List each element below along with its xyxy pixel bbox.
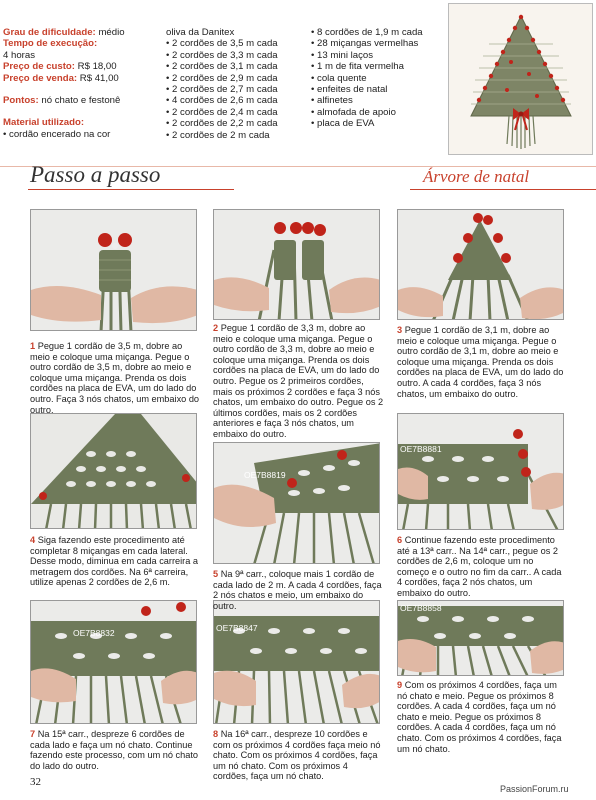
banner-rule-left [28, 189, 234, 190]
photo-code: OE7B8819 [244, 470, 286, 480]
step-number: 3 [397, 325, 403, 335]
step-caption [30, 341, 200, 415]
step-text: Na 15ª carr., despreze 6 cordões de cada lado e faça um nó chato. Continue fazendo este processo, com um nó chato do lado do outro. [30, 729, 199, 771]
time-value: 4 horas [3, 49, 35, 61]
watermark: PassionForum.ru [500, 784, 569, 794]
stitches-value: nó chato e festonê [41, 95, 121, 107]
material-item: • alfinetes [311, 95, 446, 106]
material-item: • 4 cordões de 2,6 m cada [166, 95, 306, 106]
step-number: 4 [30, 535, 36, 545]
photo-code: OE7B8858 [400, 603, 442, 613]
cost-label: Preço de custo: [3, 61, 75, 73]
step-5-photo [213, 442, 380, 564]
step-number: 6 [397, 535, 403, 545]
material-item: • cola quente [311, 73, 446, 84]
material-item: • enfeites de natal [311, 84, 446, 95]
step-caption [397, 325, 567, 399]
material-item: oliva da Danitex [166, 27, 235, 38]
material-item: • 2 cordões de 2,7 m cada [166, 84, 306, 95]
step-3-photo [397, 209, 564, 320]
step-8-photo [213, 600, 380, 724]
stitches-label: Pontos: [3, 95, 39, 107]
material-item: • 13 mini laços [311, 50, 446, 61]
step-number: 5 [213, 569, 219, 579]
step-9-photo [397, 600, 564, 676]
sale-label: Preço de venda: [3, 72, 78, 84]
step-text: Na 16ª carr., despreze 10 cordões e com os próximos 4 cordões faça meio nó chato. Com os próximos 4 cordões, faça um nó chato. Com os próximos 4 cordões, faça um nó chato. [213, 729, 381, 782]
time-label: Tempo de execução: [3, 38, 98, 50]
info-column-2 [166, 27, 306, 141]
step-number: 1 [30, 341, 36, 351]
step-1-photo [30, 209, 197, 331]
material-item: • cordão encerado na cor [3, 129, 163, 140]
material-item: • 2 cordões de 2,4 m cada [166, 107, 306, 118]
material-item: • placa de EVA [311, 118, 446, 129]
step-text: Pegue 1 cordão de 3,5 m, dobre ao meio e coloque uma miçanga. Pegue o outro cordão de 3,5 m, dobre ao meio e coloque uma miçanga. Prenda os dois cordões na placa de EVA, um do lado do outro. Faça 3 nós chatos, um embaixo do outro. [30, 341, 200, 415]
banner-title: Passo a passo [30, 162, 161, 187]
banner-rule-right [410, 189, 596, 190]
cost-value: R$ 18,00 [77, 61, 117, 73]
step-number: 8 [213, 729, 219, 739]
step-6-photo [397, 413, 564, 530]
step-number: 9 [397, 680, 403, 690]
photo-code: OE7B8832 [73, 628, 115, 638]
page-number: 32 [30, 776, 41, 788]
step-7-photo [30, 600, 197, 724]
photo-code: OE7B8847 [216, 623, 258, 633]
step-text: Siga fazendo este procedimento até completar 8 miçangas em cada lateral. Desse modo, diminua em cada carreira a metragem dos cordões. Na 6ª carreira, utilize apenas 2 cordões de 2,6 m. [30, 535, 199, 588]
info-column-3 [311, 27, 446, 130]
tree-illustration [449, 4, 593, 155]
step-caption [397, 680, 567, 754]
step-text: Pegue 1 cordão de 3,1 m, dobre ao meio e coloque uma miçanga. Pegue o outro cordão de 3,1 m, dobre ao meio e coloque uma miçanga. Prenda os dois cordões na placa de EVA, um do lado do outro. A cada 4 cordões, faça 3 nós chatos, um embaixo do outro. [397, 325, 564, 399]
material-item: • 2 cordões de 2,9 m cada [166, 73, 306, 84]
step-caption [30, 535, 200, 588]
step-text: Com os próximos 4 cordões, faça um nó chato e meio. Pegue os próximos 8 cordões. A cada 4 cordões, faça um nó chato e meio. Pegue os próximos 8 cordões. A cada 4 cordões, faça um nó chato. Com os próximos 4 cordões, faça um nó chato. [397, 680, 562, 754]
step-caption [213, 729, 385, 782]
material-item: • almofada de apoio [311, 107, 446, 118]
material-item: • 2 cordões de 3,1 m cada [166, 61, 306, 72]
material-item: • 2 cordões de 3,3 m cada [166, 50, 306, 61]
sale-value: R$ 41,00 [79, 72, 119, 84]
photo-code: OE7B8881 [400, 444, 442, 454]
material-item: • 8 cordões de 1,9 m cada [311, 27, 446, 38]
material-item: • 28 miçangas vermelhas [311, 38, 446, 49]
step-caption [30, 729, 200, 771]
material-item: • 2 cordões de 2 m cada [166, 130, 306, 141]
info-column-1 [3, 27, 163, 140]
step-text: Pegue 1 cordão de 3,3 m, dobre ao meio e coloque uma miçanga. Pegue o outro cordão de 3,3 m, dobre ao meio e coloque uma miçanga. Prenda os dois cordões na placa de EVA, um do lado do outro. Pegue os 2 primeiros cordões, mais os próximos 2 cordões e faça 3 nós chatos, um embaixo do outro. Pegue os 2 últimos cordões, mais os 2 cordões anteriores e faça 3 nós chatos, um embaixo do outro. [213, 323, 384, 439]
step-caption [397, 535, 567, 599]
finished-tree-photo [448, 3, 593, 155]
step-number: 7 [30, 729, 36, 739]
difficulty-value: médio [98, 27, 125, 38]
step-2-photo [213, 209, 380, 320]
step-text: Continue fazendo este procedimento até a 13ª carr.. Na 14ª carr., pegue os 2 cordões de 2,6 m, coloque um no começo e o outro no fim da carr.. A cada 4 cordões, faça 2 nós chatos, um embaixo do outro. [397, 535, 562, 598]
banner-subtitle: Árvore de natal [423, 167, 530, 186]
step-caption [213, 569, 385, 611]
material-item: • 2 cordões de 2,2 m cada [166, 118, 306, 129]
step-text: Na 9ª carr., coloque mais 1 cordão de cada lado de 2 m. A cada 4 cordões, faça 2 nós chatos e meio, um embaixo do outro. [213, 569, 382, 611]
material-label: Material utilizado: [3, 117, 85, 129]
step-caption [213, 323, 385, 440]
material-item: • 2 cordões de 3,5 m cada [166, 38, 306, 49]
material-item: • 1 m de fita vermelha [311, 61, 446, 72]
step-number: 2 [213, 323, 219, 333]
difficulty-label: Grau de dificuldade: [3, 27, 96, 38]
step-4-photo [30, 413, 197, 529]
